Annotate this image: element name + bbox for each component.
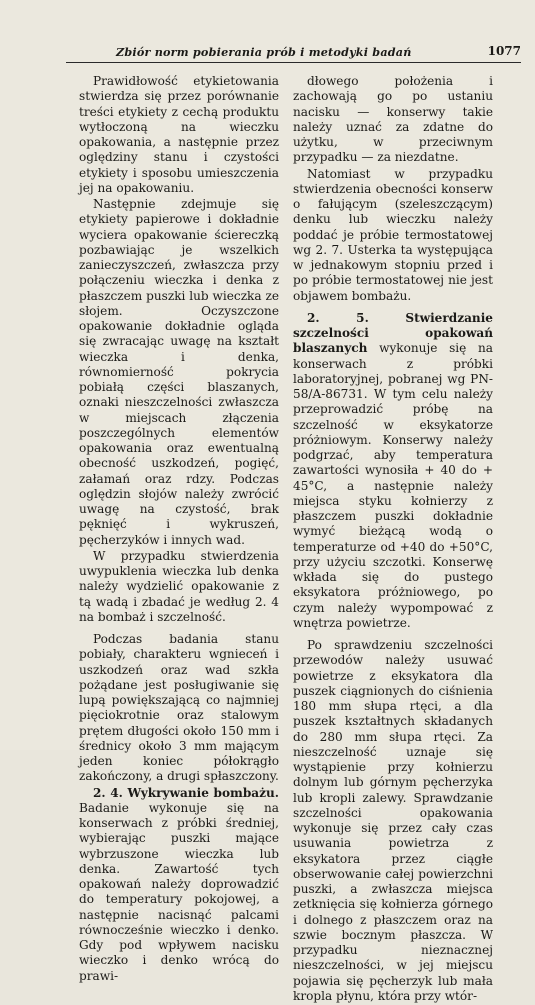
paragraph: dłowego położenia i zachowają go po ustaniu nacisku — konserwy takie należy uznać za zdatne do użytku, w przeciwnym przypadku — za niezdatne. xyxy=(293,74,493,165)
paragraph: Prawidłowość etykietowania stwierdza się przez porównanie treści etykiety z cechą produktu wytłoczoną na wieczku opakowania, a następnie przez oględziny stanu i czystości etykiety i sposobu umieszczenia jej na opakowaniu. xyxy=(79,74,279,195)
section-paragraph xyxy=(79,786,279,984)
paragraph: Natomiast w przypadku stwierdzenia obecności konserw o fałującym (szeleszczącym) denku lub wieczku należy poddać je próbie termostatowej wg 2. 7. Usterka ta występująca w jednakowym stopniu przed i po próbie termostatowej nie jest objawem bombażu. xyxy=(293,166,493,303)
section-paragraph xyxy=(293,311,493,631)
section-text: Badanie wykonuje się na konserwach z próbki średniej, wybierając puszki mające wybrzuszone wieczka lub denka. Zawartość tych opakowań należy doprowadzić do temperatury pokojowej, a następnie nacisnąć palcami równocześnie wieczko i denko. Gdy pod wpływem nacisku wieczko i denko wrócą do prawi- xyxy=(79,800,279,983)
paragraph: Po sprawdzeniu szczelności przewodów należy usuwać powietrze z eksykatora dla puszek ciągnionych do ciśnienia 180 mm słupa rtęci, a dla puszek kształtnych składanych do 280 mm słupa rtęci. Za nieszczelność uznaje się wystąpienie przy kołnierzu dolnym lub górnym pęcherzyka lub kropli zalewy. Sprawdzanie szczelności opakowania wykonuje się przez cały czas usuwania powietrza z eksykatora przez ciągłe obserwowanie całej powierzchni puszki, a zwłaszcza miejsca zetknięcia się kołnierza górnego i dolnego z płaszczem oraz na szwie bocznym płaszcza. W przypadku nieznacznej nieszczelności, w jej miejscu pojawia się pęcherzyk lub mała kropla płynu, która przy wtór- xyxy=(293,638,493,1003)
section-heading: 2. 5. Stwierdzanie szczelności opakowań blaszanych xyxy=(293,310,493,356)
running-title: Zbiór norm pobierania prób i metodyki badań xyxy=(116,45,412,59)
left-column xyxy=(79,74,279,985)
section-text: wykonuje się na konserwach z próbki laboratoryjnej, pobranej wg PN-58/A-86731. W tym celu należy przeprowadzić próbę na szczelność w eksykatorze próżniowym. Konserwy należy podgrzać, aby temperatura zawartości wynosiła + 40 do + 45°C, a następnie należy miejsca styku kołnierzy z płaszczem puszki dokładnie wymyć bieżącą wodą o temperaturze od +40 do +50°C, przy użyciu szczotki. Konserwę wkłada się do pustego eksykatora próżniowego, po czym należy wypompować z wnętrza powietrze. xyxy=(293,341,493,630)
paragraph: W przypadku stwierdzenia uwypuklenia wieczka lub denka należy wydzielić opakowanie z tą wadą i zbadać je według 2. 4 na bombaż i szczelność. xyxy=(79,548,279,624)
paragraph: Następnie zdejmuje się etykiety papierowe i dokładnie wyciera opakowanie ściereczką pozbawiając je wszelkich zanieczyszczeń, zwłaszcza przy połączeniu wieczka i denka z płaszczem puszki lub wieczka ze słojem. Oczyszczone opakowanie dokładnie ogląda się zwracając uwagę na kształt wieczka i denka, równomierność pokrycia pobiałą części blaszanych, oznaki nieszczelności zwłaszcza w miejscach złączenia poszczególnych elementów opakowania oraz ewentualną obecność uszkodzeń, pogięć, załamań oraz rdzy. Podczas oględzin słojów należy zwrócić uwagę na czystość, brak pęknięć i wykruszeń, pęcherzyków i innych wad. xyxy=(79,197,279,547)
page-header xyxy=(66,40,521,63)
paragraph: Podczas badania stanu pobiały, charakteru wgnieceń i uszkodzeń oraz wad szkła pożądane jest posługiwanie się lupą powiększającą co najmniej pięciokrotnie oraz stalowym prętem długości około 150 mm i średnicy około 3 mm mającym jeden koniec półokrągło zakończony, a drugi spłaszczony. xyxy=(79,632,279,784)
page-number: 1077 xyxy=(487,44,521,58)
section-heading: 2. 4. Wykrywanie bombażu. xyxy=(93,785,279,800)
right-column xyxy=(293,74,493,1005)
